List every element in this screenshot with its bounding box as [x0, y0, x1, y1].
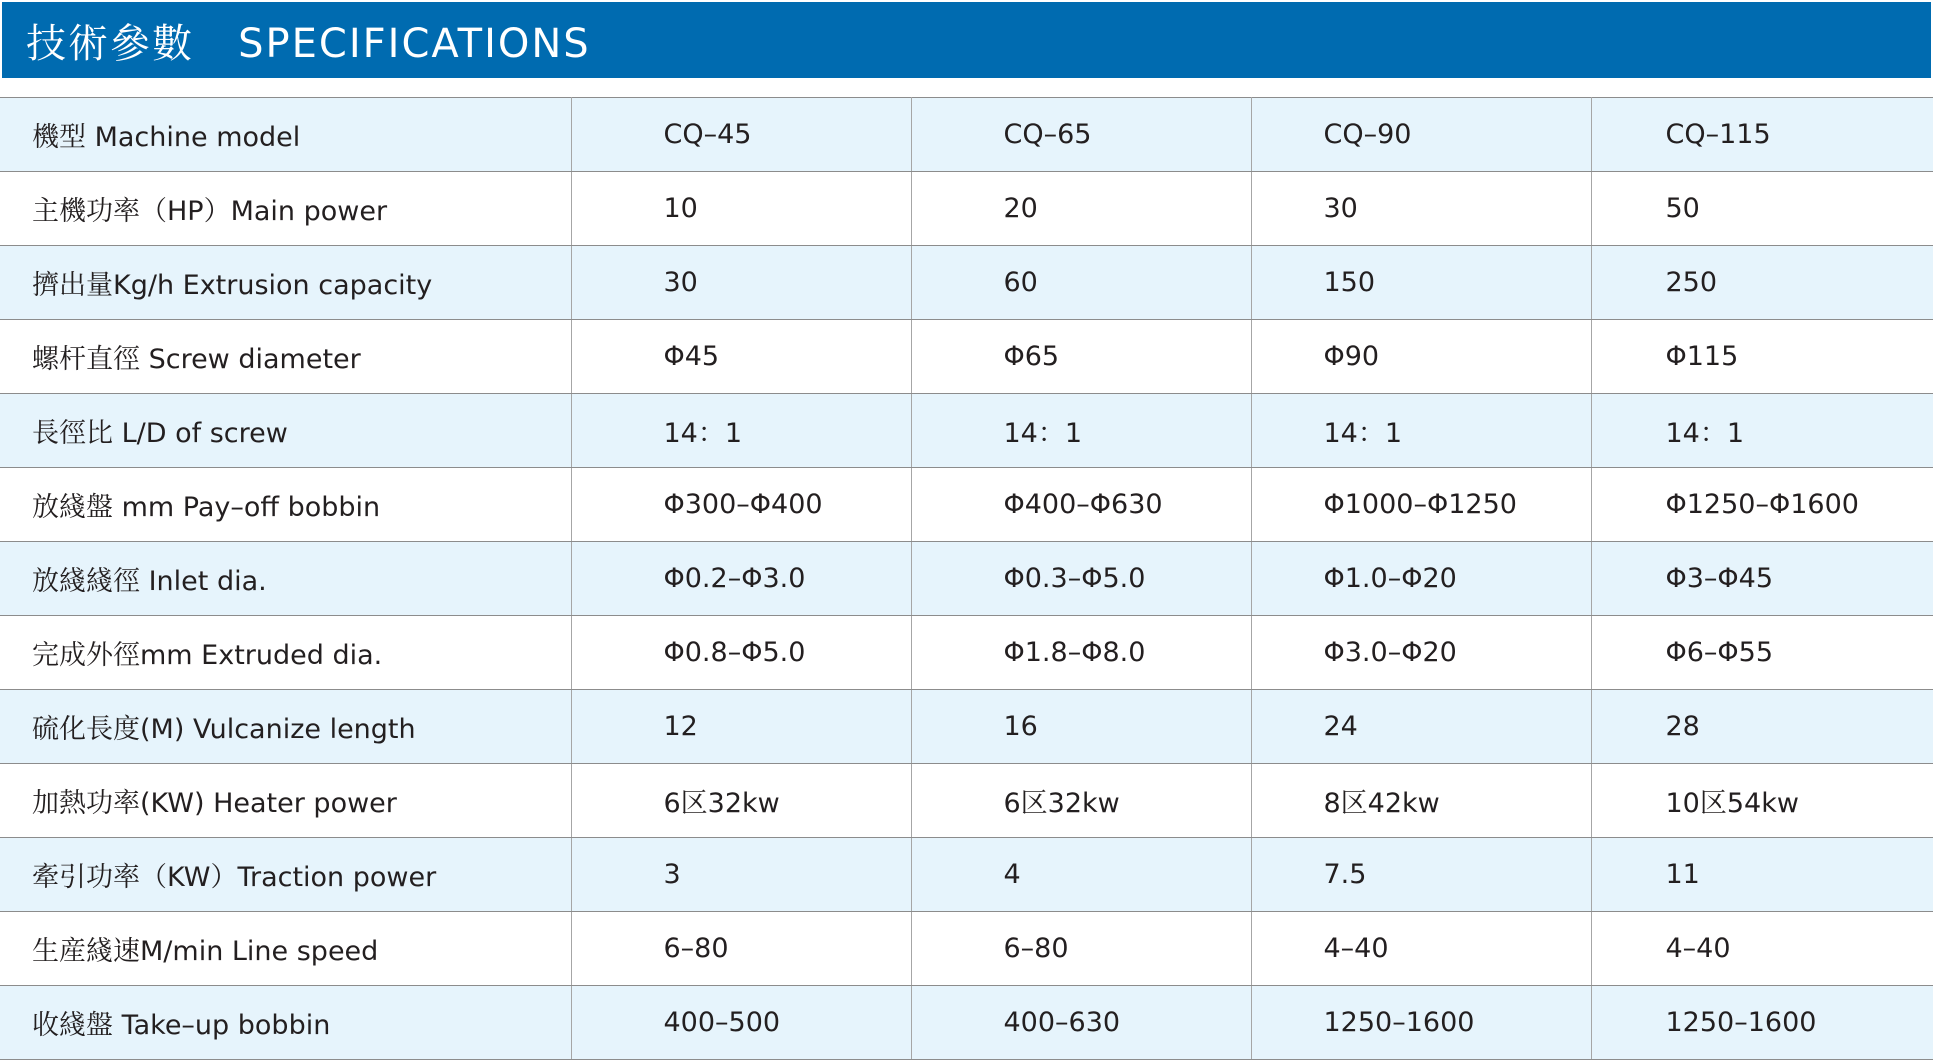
table-cell: 250: [1591, 246, 1933, 320]
table-cell: 8区42kw: [1251, 764, 1591, 838]
table-cell: 30: [571, 246, 911, 320]
table-row: [0, 394, 1933, 468]
table-cell: 24: [1251, 690, 1591, 764]
table-cell: 3: [571, 838, 911, 912]
table-cell: Φ0.2–Φ3.0: [571, 542, 911, 616]
table-row: [0, 764, 1933, 838]
table-row: [0, 912, 1933, 986]
table-cell: 150: [1251, 246, 1591, 320]
table-cell: 14：1: [1591, 394, 1933, 468]
row-label: 機型 Machine model: [0, 98, 571, 172]
table-cell: 20: [911, 172, 1251, 246]
table-cell: 4: [911, 838, 1251, 912]
row-label: 牽引功率（KW）Traction power: [0, 838, 571, 912]
table-cell: Φ400–Φ630: [911, 468, 1251, 542]
table-cell: Φ1000–Φ1250: [1251, 468, 1591, 542]
table-cell: 1250–1600: [1251, 986, 1591, 1060]
table-cell: 6区32kw: [911, 764, 1251, 838]
table-row: [0, 172, 1933, 246]
table-row: [0, 542, 1933, 616]
row-label: 加熱功率(KW) Heater power: [0, 764, 571, 838]
row-label: 硫化長度(M) Vulcanize length: [0, 690, 571, 764]
table-cell: 30: [1251, 172, 1591, 246]
table-row: [0, 98, 1933, 172]
row-label: 生産綫速M/min Line speed: [0, 912, 571, 986]
table-row: [0, 986, 1933, 1060]
table-cell: 4–40: [1591, 912, 1933, 986]
table-cell: Φ65: [911, 320, 1251, 394]
table-cell: 28: [1591, 690, 1933, 764]
table-cell: Φ0.8–Φ5.0: [571, 616, 911, 690]
table-cell: Φ1250–Φ1600: [1591, 468, 1933, 542]
table-cell: Φ45: [571, 320, 911, 394]
table-cell: 6–80: [571, 912, 911, 986]
page-header: [2, 2, 1931, 78]
table-cell: 14：1: [571, 394, 911, 468]
row-label: 擠出量Kg/h Extrusion capacity: [0, 246, 571, 320]
page-title: 技術參數 SPECIFICATIONS: [26, 20, 591, 67]
table-cell: Φ0.3–Φ5.0: [911, 542, 1251, 616]
row-label: 完成外徑mm Extruded dia.: [0, 616, 571, 690]
row-label: 主機功率（HP）Main power: [0, 172, 571, 246]
table-cell: 14：1: [1251, 394, 1591, 468]
table-cell: CQ–115: [1591, 98, 1933, 172]
table-cell: Φ3–Φ45: [1591, 542, 1933, 616]
table-row: [0, 468, 1933, 542]
table-row: [0, 838, 1933, 912]
row-label: 長徑比 L/D of screw: [0, 394, 571, 468]
table-cell: Φ3.0–Φ20: [1251, 616, 1591, 690]
table-cell: 400–630: [911, 986, 1251, 1060]
table-cell: 16: [911, 690, 1251, 764]
table-cell: CQ–90: [1251, 98, 1591, 172]
table-row: [0, 320, 1933, 394]
table-cell: Φ115: [1591, 320, 1933, 394]
table-cell: 6区32kw: [571, 764, 911, 838]
table-cell: 1250–1600: [1591, 986, 1933, 1060]
row-label: 收綫盤 Take–up bobbin: [0, 986, 571, 1060]
table-cell: 10区54kw: [1591, 764, 1933, 838]
table-cell: CQ–65: [911, 98, 1251, 172]
table-cell: 10: [571, 172, 911, 246]
table-cell: CQ–45: [571, 98, 911, 172]
row-label: 放綫綫徑 Inlet dia.: [0, 542, 571, 616]
table-row: [0, 616, 1933, 690]
table-cell: 400–500: [571, 986, 911, 1060]
table-cell: 4–40: [1251, 912, 1591, 986]
specifications-table: [0, 97, 1933, 1060]
table-row: [0, 690, 1933, 764]
table-cell: 12: [571, 690, 911, 764]
table-cell: 11: [1591, 838, 1933, 912]
table-cell: Φ1.0–Φ20: [1251, 542, 1591, 616]
table-cell: Φ90: [1251, 320, 1591, 394]
table-row: [0, 246, 1933, 320]
table-cell: 7.5: [1251, 838, 1591, 912]
row-label: 放綫盤 mm Pay–off bobbin: [0, 468, 571, 542]
table-cell: 60: [911, 246, 1251, 320]
table-cell: 50: [1591, 172, 1933, 246]
table-cell: Φ1.8–Φ8.0: [911, 616, 1251, 690]
table-cell: Φ6–Φ55: [1591, 616, 1933, 690]
table-cell: 14：1: [911, 394, 1251, 468]
table-cell: 6–80: [911, 912, 1251, 986]
table-cell: Φ300–Φ400: [571, 468, 911, 542]
row-label: 螺杆直徑 Screw diameter: [0, 320, 571, 394]
